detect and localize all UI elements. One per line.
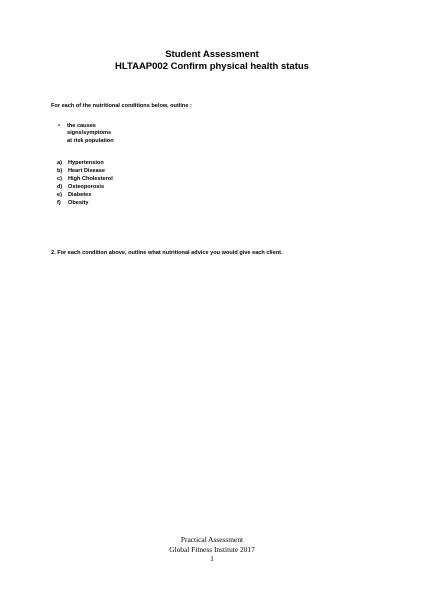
unit-code-title: HLTAAP002 Confirm physical health status bbox=[115, 61, 309, 72]
conditions-list bbox=[57, 159, 113, 208]
outline-line: signs/symptoms bbox=[67, 130, 112, 137]
page-number: 1 bbox=[210, 554, 214, 564]
condition-item bbox=[57, 199, 113, 207]
document-title: Student Assessment bbox=[165, 49, 259, 60]
footer-line-2: Global Fitness Institute 2017 bbox=[169, 544, 255, 554]
outline-bullet-row bbox=[58, 123, 114, 145]
condition-label: Osteoporosis bbox=[68, 184, 105, 191]
question-2: 2. For each condition above, outline what nutritional advice you would give each client. bbox=[51, 250, 283, 256]
condition-label: Hypertension bbox=[68, 160, 104, 166]
condition-letter: b) bbox=[57, 168, 63, 175]
outline-line: at risk population bbox=[67, 137, 114, 144]
condition-item bbox=[57, 167, 113, 175]
condition-letter: c) bbox=[57, 176, 62, 183]
outline-lines bbox=[67, 123, 114, 145]
condition-label: Heart Disease bbox=[68, 168, 106, 175]
condition-letter: f) bbox=[57, 200, 61, 207]
page-footer bbox=[0, 535, 424, 564]
condition-item bbox=[57, 183, 113, 191]
outline-line: the causes bbox=[67, 123, 96, 129]
condition-letter: d) bbox=[57, 184, 63, 191]
footer-line-1: Practical Assessment bbox=[180, 535, 244, 544]
condition-letter: a) bbox=[57, 160, 62, 166]
condition-label: Obesity bbox=[68, 200, 89, 207]
condition-item bbox=[57, 175, 113, 183]
bullet-icon: • bbox=[58, 123, 60, 129]
document-header bbox=[0, 49, 424, 73]
condition-letter: e) bbox=[57, 192, 62, 199]
condition-item bbox=[57, 191, 113, 199]
condition-item bbox=[57, 159, 113, 167]
condition-label: Diabetes bbox=[68, 192, 92, 199]
outline-points bbox=[58, 123, 114, 145]
question-1-intro: For each of the nutritional conditions below, outline : bbox=[51, 103, 192, 109]
condition-label: High Cholesterol bbox=[68, 176, 113, 183]
